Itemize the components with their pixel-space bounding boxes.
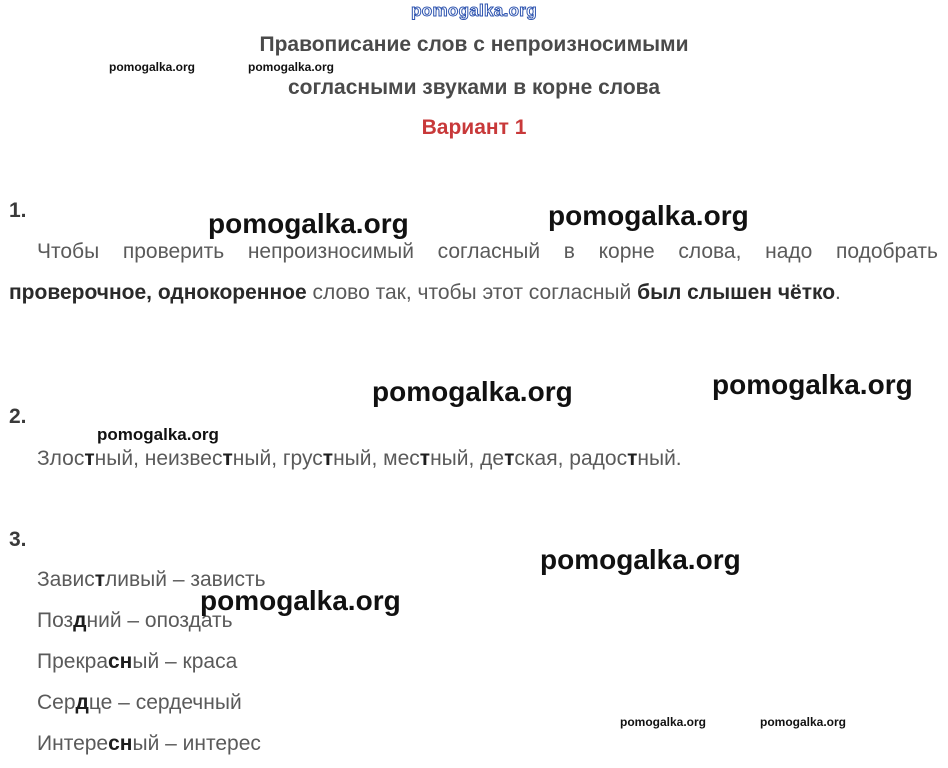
task-1-bold-part: проверочное, однокоренное bbox=[9, 281, 307, 304]
watermark-small: pomogalka.org bbox=[620, 715, 707, 729]
task-3-line: Интересный – интерес bbox=[37, 732, 261, 755]
word: радостный. bbox=[569, 447, 682, 470]
watermark-large: pomogalka.org bbox=[208, 208, 409, 239]
watermark-small: pomogalka.org bbox=[760, 715, 847, 729]
page-title-line-2: согласными звуками в корне слова bbox=[287, 76, 660, 99]
task-3-line: Поздний – опоздать bbox=[37, 609, 233, 632]
task-2-number: 2. bbox=[9, 405, 27, 428]
watermark-large: pomogalka.org bbox=[548, 200, 749, 231]
watermark-large: pomogalka.org bbox=[372, 376, 573, 407]
word: грустный, bbox=[282, 447, 384, 470]
task-1-number: 1. bbox=[9, 199, 27, 222]
watermark-large: pomogalka.org bbox=[540, 544, 741, 575]
watermark-large: pomogalka.org bbox=[712, 369, 913, 400]
task-2-words bbox=[37, 447, 682, 471]
page-title-line-1: Правописание слов с непроизносимыми bbox=[259, 33, 689, 56]
word: детская, bbox=[480, 447, 570, 470]
word: местный, bbox=[383, 447, 481, 470]
task-3-line: Сердце – сердечный bbox=[37, 691, 242, 714]
watermark-large: pomogalka.org bbox=[200, 585, 401, 616]
task-3-number: 3. bbox=[9, 528, 27, 551]
task-1-bold-part: был слышен чётко bbox=[637, 281, 836, 304]
word: неизвестный, bbox=[144, 447, 283, 470]
word: Злостный, bbox=[37, 447, 145, 470]
task-1-text bbox=[9, 231, 938, 313]
header-watermark: pomogalka.org bbox=[411, 1, 537, 20]
variant-heading: Вариант 1 bbox=[421, 116, 527, 139]
watermark-small: pomogalka.org bbox=[97, 425, 219, 444]
task-1-text-part: Чтобы проверить непроизносимый согласный в корне слова, надо подобрать bbox=[37, 240, 938, 263]
task-1-text-part: слово так, чтобы этот согласный bbox=[306, 281, 638, 304]
task-1-text-part: . bbox=[835, 281, 841, 304]
task-3-line: Завистливый – зависть bbox=[37, 568, 266, 591]
watermark-small: pomogalka.org bbox=[248, 60, 335, 74]
watermark-small: pomogalka.org bbox=[109, 60, 196, 74]
task-3-line: Прекрасный – краса bbox=[37, 650, 238, 673]
